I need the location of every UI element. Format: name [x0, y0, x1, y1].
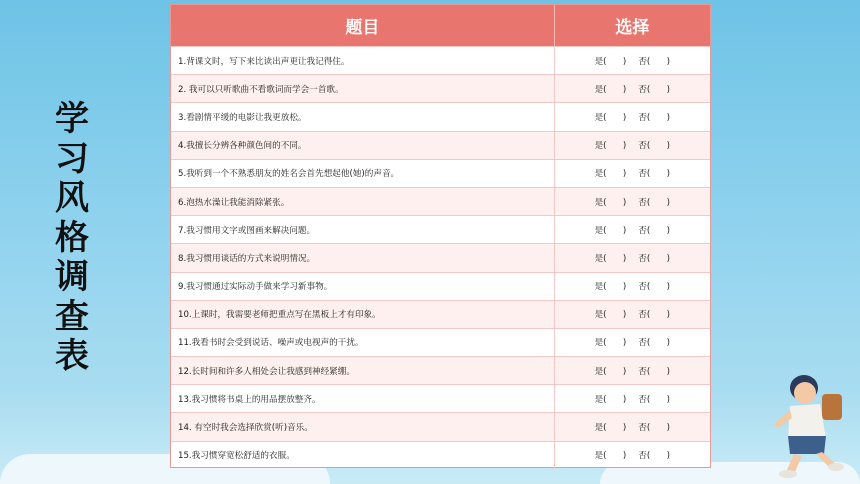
question-text: 14. 有空时我会选择欣赏(听)音乐。 [171, 413, 555, 440]
answer-cell [555, 329, 710, 356]
no-option[interactable]: 否( ) [638, 84, 670, 95]
table-row [171, 328, 710, 356]
table-row [171, 300, 710, 328]
yes-option[interactable]: 是( ) [594, 310, 627, 321]
yes-option[interactable]: 是( ) [594, 169, 627, 180]
side-title-char: 表 [55, 336, 89, 376]
no-option[interactable]: 否( ) [638, 338, 670, 349]
table-row [171, 215, 710, 243]
yes-option[interactable]: 是( ) [594, 282, 627, 293]
survey-table [170, 4, 711, 468]
question-text: 11.我看书时会受到说话、噪声或电视声的干扰。 [171, 329, 555, 356]
yes-option[interactable]: 是( ) [594, 112, 627, 123]
answer-cell [555, 385, 710, 412]
yes-option[interactable]: 是( ) [594, 141, 627, 152]
yes-option[interactable]: 是( ) [594, 423, 627, 434]
table-row [171, 356, 710, 384]
question-text: 15.我习惯穿宽松舒适的衣服。 [171, 442, 555, 469]
side-title-char: 习 [55, 138, 89, 179]
no-option[interactable]: 否( ) [638, 451, 670, 462]
table-row [171, 46, 710, 74]
no-option[interactable]: 否( ) [638, 141, 670, 152]
no-option[interactable]: 否( ) [638, 112, 670, 123]
no-option[interactable]: 否( ) [638, 366, 670, 377]
answer-cell [555, 216, 710, 243]
yes-option[interactable]: 是( ) [594, 394, 627, 405]
header-question: 题目 [171, 5, 555, 46]
yes-option[interactable]: 是( ) [594, 338, 627, 349]
yes-option[interactable]: 是( ) [594, 225, 627, 236]
yes-option[interactable]: 是( ) [594, 84, 627, 95]
answer-cell [555, 132, 710, 159]
side-title-char: 格 [55, 217, 89, 258]
question-text: 2. 我可以只听歌曲不看歌词而学会一首歌。 [171, 75, 555, 102]
question-text: 3.看剧情平缓的电影让我更放松。 [171, 103, 555, 130]
yes-option[interactable]: 是( ) [594, 56, 627, 67]
table-row [171, 384, 710, 412]
side-title-char: 风 [55, 178, 89, 218]
answer-cell [555, 160, 710, 187]
yes-option[interactable]: 是( ) [594, 197, 627, 208]
side-title-char: 调 [55, 257, 89, 297]
table-row [171, 74, 710, 102]
question-text: 10.上课时，我需要老师把重点写在黑板上才有印象。 [171, 301, 555, 328]
yes-option[interactable]: 是( ) [594, 366, 627, 377]
no-option[interactable]: 否( ) [638, 169, 670, 180]
table-row [171, 412, 710, 440]
no-option[interactable]: 否( ) [638, 310, 670, 321]
table-header [171, 5, 710, 46]
answer-cell [555, 188, 710, 215]
answer-cell [555, 47, 710, 74]
table-row [171, 187, 710, 215]
answer-cell [555, 442, 710, 469]
table-body [171, 46, 710, 469]
answer-cell [555, 273, 710, 300]
table-row [171, 272, 710, 300]
answer-cell [555, 413, 710, 440]
yes-option[interactable]: 是( ) [594, 253, 627, 264]
no-option[interactable]: 否( ) [638, 423, 670, 434]
no-option[interactable]: 否( ) [638, 225, 670, 236]
question-text: 6.泡热水澡让我能消除紧张。 [171, 188, 555, 215]
side-title-char: 学 [55, 99, 89, 139]
running-boy-illustration [760, 368, 846, 480]
question-text: 1.背课文时，写下来比读出声更让我记得住。 [171, 47, 555, 74]
table-row [171, 159, 710, 187]
answer-cell [555, 103, 710, 130]
answer-cell [555, 357, 710, 384]
question-text: 8.我习惯用谈话的方式来说明情况。 [171, 244, 555, 271]
answer-cell [555, 244, 710, 271]
table-row [171, 102, 710, 130]
side-title-char: 查 [55, 296, 89, 337]
header-answer: 选择 [615, 18, 650, 38]
answer-cell [555, 75, 710, 102]
no-option[interactable]: 否( ) [638, 197, 670, 208]
table-row [171, 441, 710, 469]
table-row [171, 243, 710, 271]
answer-cell [555, 301, 710, 328]
no-option[interactable]: 否( ) [638, 253, 670, 264]
no-option[interactable]: 否( ) [638, 394, 670, 405]
question-text: 9.我习惯通过实际动手做来学习新事物。 [171, 273, 555, 300]
side-title [46, 100, 98, 377]
table-row [171, 131, 710, 159]
no-option[interactable]: 否( ) [638, 56, 670, 67]
question-text: 12.长时间和许多人相处会让我感到神经紧绷。 [171, 357, 555, 384]
question-text: 4.我擅长分辨各种颜色间的不同。 [171, 132, 555, 159]
yes-option[interactable]: 是( ) [594, 451, 627, 462]
question-text: 13.我习惯将书桌上的用品摆放整齐。 [171, 385, 555, 412]
question-text: 7.我习惯用文字或图画来解决问题。 [171, 216, 555, 243]
no-option[interactable]: 否( ) [638, 282, 670, 293]
question-text: 5.我听到一个不熟悉朋友的姓名会首先想起他(她)的声音。 [171, 160, 555, 187]
